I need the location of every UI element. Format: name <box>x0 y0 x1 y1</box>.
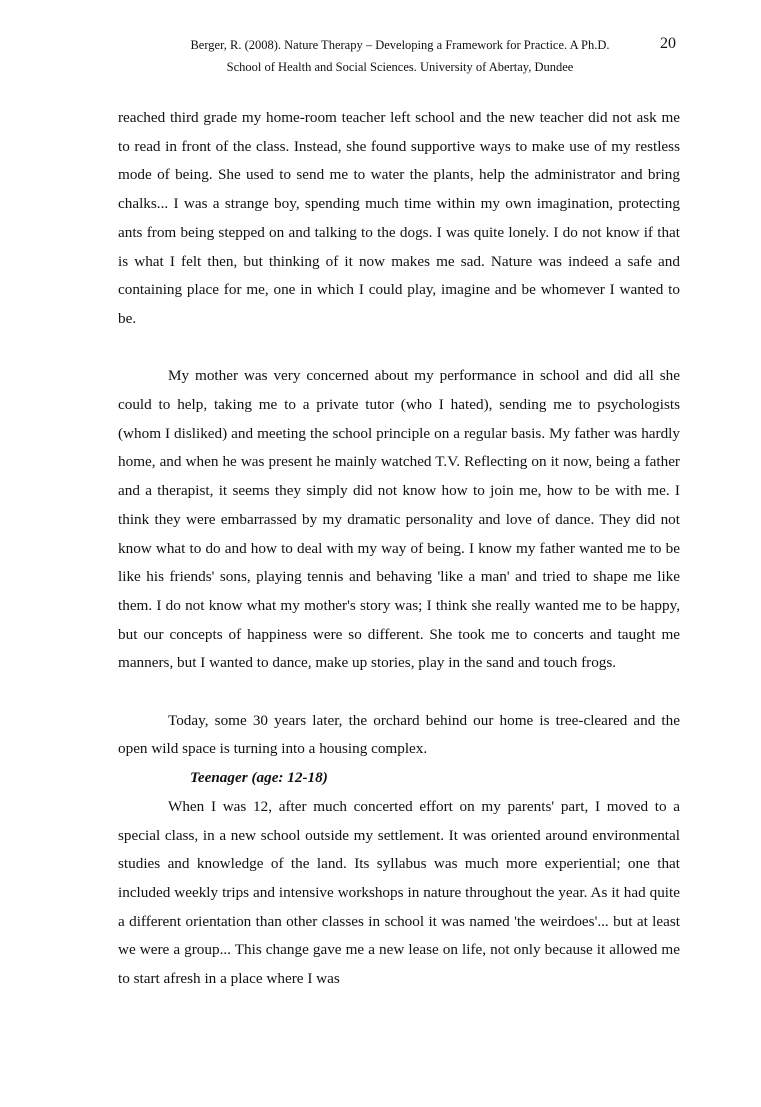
paragraph-1: reached third grade my home-room teacher left school and the new teacher did not ask me to read in front of the class. Instead, she found supportive ways to make use of my restless mode of being. She used to send me to water the plants, help the administrator and bring chalks... I was a strange boy, spending much time within my own imagination, protecting ants from being stepped on and talking to the dogs. I was quite lonely. I do not know if that is what I felt then, but thinking of it now makes me sad. Nature was indeed a safe and containing place for me, one in which I could play, imagine and be whomever I wanted to be. <box>118 109 680 327</box>
paragraph-2: My mother was very concerned about my performance in school and did all she could to help, taking me to a private tutor (who I hated), sending me to psychologists (whom I disliked) and meeting the school principle on a regular basis. My father was hardly home, and when he was present he mainly watched T.V. Reflecting on it now, being a father and a therapist, it seems they simply did not know how to join me, how to be with me. I think they were embarrassed by my dramatic personality and love of dance. They did not know what to do and how to deal with my way of being. I know my father wanted me to be like his friends' sons, playing tennis and behaving 'like a man' and tried to shape me like them. I do not know what my mother's story was; I think she really wanted me to be happy, but our concepts of happiness were so different. She took me to concerts and taught me manners, but I wanted to dance, make up stories, play in the sand and touch frogs. <box>118 367 680 672</box>
running-header <box>120 34 680 78</box>
header-citation-line: Berger, R. (2008). Nature Therapy – Developing a Framework for Practice. A Ph.D. <box>190 38 610 52</box>
header-institution-line: School of Health and Social Sciences. University of Abertay, Dundee <box>226 60 574 74</box>
section-subheading: Teenager (age: 12-18) <box>190 769 328 787</box>
paragraph-4: When I was 12, after much concerted effort on my parents' part, I moved to a special class, in a new school outside my settlement. It was oriented around environmental studies and knowledge of the land. Its syllabus was much more experiential; one that included weekly trips and intensive workshops in nature throughout the year. As it had quite a different orientation than other classes in school it was named 'the weirdoes'... but at least we were a group... This change gave me a new lease on life, not only because it allowed me to start afresh in a place where I was <box>118 797 680 988</box>
page-number: 20 <box>660 35 676 52</box>
paragraph-3: Today, some 30 years later, the orchard behind our home is tree-cleared and the open wild space is turning into a housing complex. <box>118 711 680 758</box>
body-text <box>118 104 680 994</box>
